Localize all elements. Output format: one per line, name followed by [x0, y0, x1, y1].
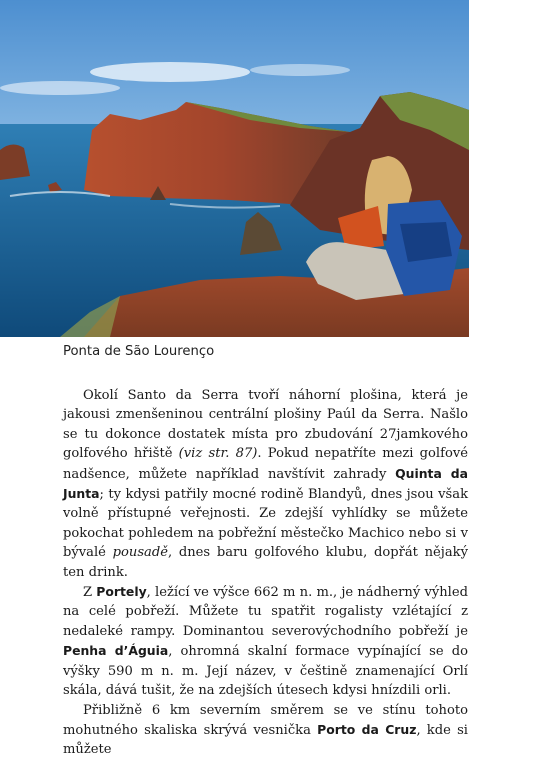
paragraph: [63, 701, 468, 760]
place-name: Portely: [96, 584, 147, 600]
text-run: , kde si můžete: [63, 722, 468, 758]
place-name: Penha d’Águia: [63, 643, 169, 659]
hiker-on-cliff-illustration: [0, 0, 469, 337]
text-run: . Pokud nepatříte mezi golfové nadšence, můžete například navštívit zahrady: [63, 446, 468, 482]
text-run: , ležící ve výšce 662 m n. m., je nádherný výhled na celé pobřeží. Můžete tu spatřit rogalisty vzlétající z nedaleké rampy. Dominantou severovýchodního pobřeží je: [63, 585, 468, 639]
text-run: ; ty kdysi patřily mocné rodině Blandyů, dnes jsou však volně přístupné veřejnosti. Ze zdejší vyhlídky se můžete pokochat pohledem na pobřežní městečko Machico nebo si v bývalé: [63, 487, 468, 561]
place-name: Porto da Cruz: [317, 721, 417, 737]
place-name: Quinta da Junta: [63, 465, 468, 502]
photo-caption: Ponta de São Lourenço: [63, 344, 215, 359]
italic-text: pousadě: [112, 545, 168, 561]
text-run: , dnes baru golfového klubu, dopřát nějaký ten drink.: [63, 545, 468, 580]
coastal-cliffs-photo: [0, 0, 469, 337]
italic-text: (viz str. 87): [178, 446, 258, 462]
paragraph: [63, 386, 468, 582]
paragraph: [63, 582, 468, 700]
text-run: Z: [83, 585, 97, 601]
text-run: Přibližně 6 km severním směrem se ve stínu tohoto mohutného skaliska skrývá vesnička: [63, 702, 468, 738]
text-run: Okolí Santo da Serra tvoří náhorní plošina, která je jakousi zmenšeninou centrální plošiny Paúl da Serra. Našlo se tu dokonce dostatek místa pro zbudování 27jamkového golfového hřiště: [63, 388, 468, 462]
body-text: [63, 386, 468, 760]
text-run: , ohromná skalní formace vypínající se do výšky 590 m n. m. Její název, v češtině znamenající Orlí skála, dává tušit, že na zdejších útesech kdysi hnízdili orli.: [63, 644, 468, 699]
